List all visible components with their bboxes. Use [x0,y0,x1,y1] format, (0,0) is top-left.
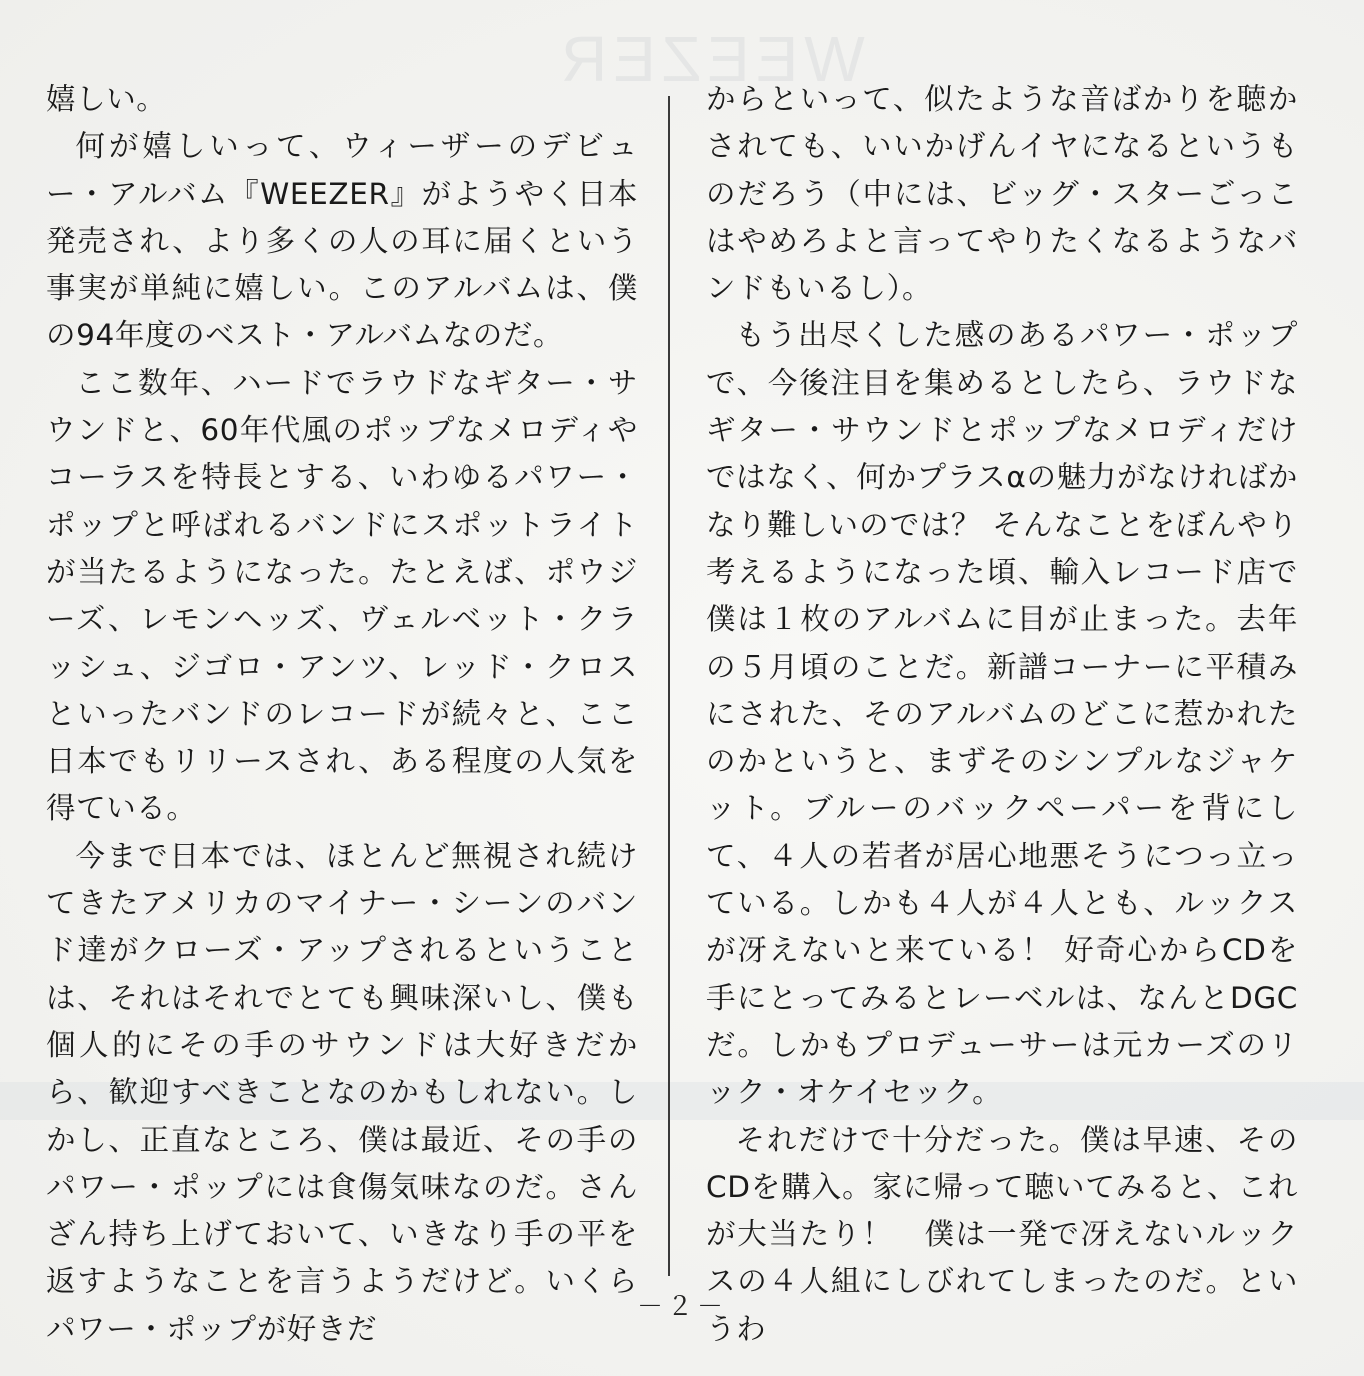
paragraph: 今まで日本では、ほとんど無視され続けてきたアメリカのマイナー・シーンのバンド達がクローズ・アップされるということは、それはそれでとても興味深いし、僕も個人的にその手のサウンドは大好きだから、歓迎すべきことなのかもしれない。しかし、正直なところ、僕は最近、その手のパワー・ポップには食傷気味なのだ。さんざん持ち上げておいて、いきなり手の平を返すようなことを言うようだけど。いくらパワー・ポップが好きだ [46,838,638,1346]
paragraph: ここ数年、ハードでラウドなギター・サウンドと、60年代風のポップなメロディやコーラスを特長とする、いわゆるパワー・ポップと呼ばれるバンドにスポットライトが当たるようになった。たとえば、ポウジーズ、レモンヘッズ、ヴェルベット・クラッシュ、ジゴロ・アンツ、レッド・クロスといったバンドのレコードが続々と、ここ日本でもリリースされ、ある程度の人気を得ている。 [46,365,638,826]
paragraph: からといって、似たような音ばかりを聴かされても、いいかげんイヤになるというものだろう（中には、ビッグ・スターごっこはやめろよと言ってやりたくなるようなバンドもいるし）。 [706,82,1298,306]
paragraph: 何が嬉しいって、ウィーザーのデビュー・アルバム『WEEZER』がようやく日本発売され、より多くの人の耳に届くという事実が単純に嬉しい。このアルバムは、僕の94年度のベスト・アルバムなのだ。 [46,129,638,353]
paragraph: 嬉しい。 [46,82,167,116]
paragraph: それだけで十分だった。僕は早速、そのCDを購入。家に帰って聴いてみると、これが大当たり！ 僕は一発で冴えないルックスの４人組にしびれてしまったのだ。というわ [706,1122,1298,1346]
paragraph: もう出尽くした感のあるパワー・ポップで、今後注目を集めるとしたら、ラウドなギター・サウンドとポップなメロディだけではなく、何かプラスαの魅力がなければかなり難しいのでは？ そんなことをぼんやり考えるようになった頃、輸入レコード店で僕は１枚のアルバムに目が止まった。去年の５月頃のことだ。新譜コーナーに平積みにされた、そのアルバムのどこに惹かれたのかというと、まずそのシンプルなジャケット。ブルーのバックペーパーを背にして、４人の若者が居心地悪そうにつっ立っている。しかも４人が４人とも、ルックスが冴えないと来ている！ 好奇心からCDを手にとってみるとレーベルは、なんとDGCだ。しかもプロデューサーは元カーズのリック・オケイセック。 [706,318,1298,1110]
right-text-column [706,76,1298,1353]
bleed-through-title: WEEZER [555,23,865,95]
page-number: －２－ [636,1292,727,1322]
column-divider [668,96,670,1276]
left-text-column [46,76,638,1353]
